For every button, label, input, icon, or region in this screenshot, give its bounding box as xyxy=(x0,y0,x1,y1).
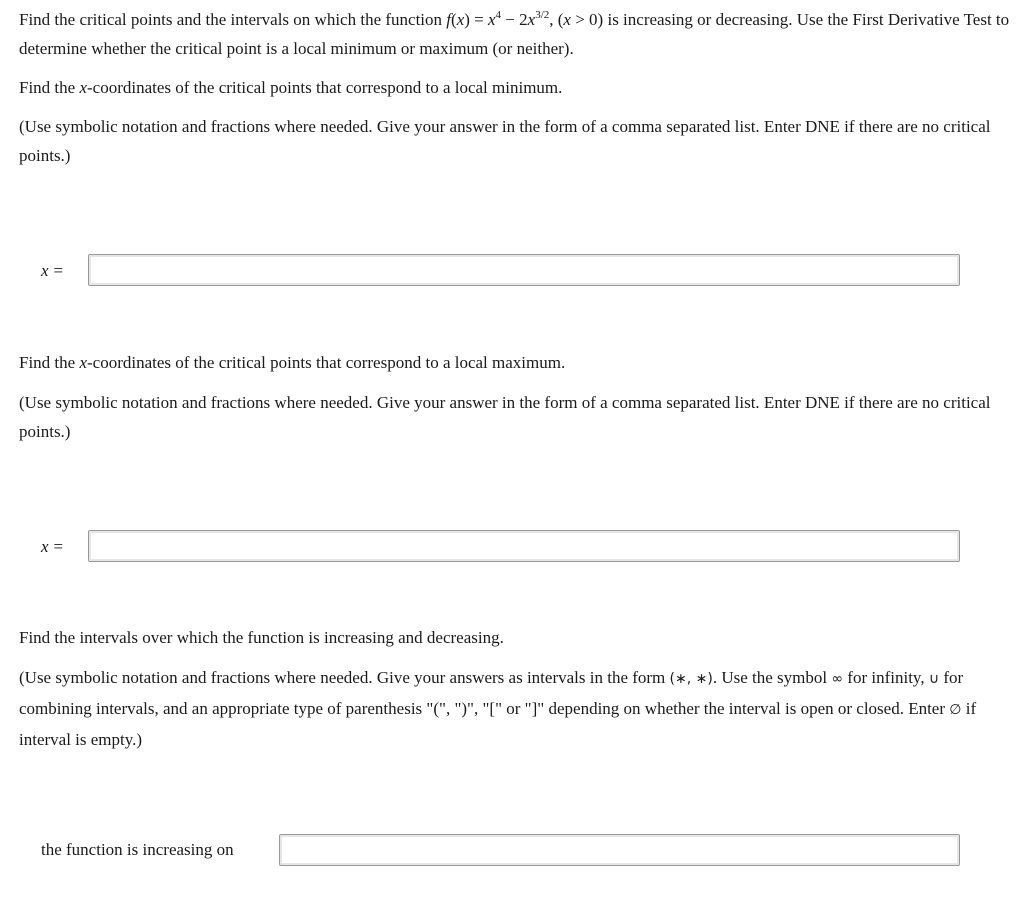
interval-form-notation: (∗, ∗) xyxy=(669,671,713,687)
term1-exponent: 4 xyxy=(495,9,502,21)
min-label-var: x xyxy=(41,261,49,280)
max-prompt xyxy=(19,348,1014,377)
min-prompt xyxy=(19,73,1014,102)
max-label-equals: = xyxy=(53,537,64,556)
domain-paren-open: ( xyxy=(557,10,564,29)
intervals-instr-3: for infinity, xyxy=(843,668,929,687)
max-answer-input[interactable] xyxy=(88,530,960,562)
max-answer-label xyxy=(41,537,63,557)
min-prompt-a: Find the xyxy=(19,78,80,97)
comma: , xyxy=(549,10,558,29)
increasing-label: the function is increasing on xyxy=(41,840,234,859)
intervals-instr-5: if interval is empty.) xyxy=(19,699,977,749)
function-name: f xyxy=(446,10,452,29)
term2-exponent: 3/2 xyxy=(535,9,550,21)
problem-intro-text-2: is increasing or decreasing. Use the First Derivative Test to determine whether the critical point is a local minimum or maximum (or neither). xyxy=(19,10,1010,58)
increasing-answer-input[interactable] xyxy=(279,834,960,866)
domain-variable: x xyxy=(563,10,571,29)
equals-sign: = xyxy=(469,10,488,29)
domain-condition: > 0) xyxy=(570,10,604,29)
min-answer-input[interactable] xyxy=(88,254,960,286)
min-label-equals: = xyxy=(53,261,64,280)
intervals-instr-1: (Use symbolic notation and fractions where needed. Give your answers as intervals in the form xyxy=(19,668,670,687)
min-prompt-var: x xyxy=(79,78,87,97)
term1-base: x xyxy=(488,10,496,29)
min-instructions: (Use symbolic notation and fractions where needed. Give your answer in the form of a comma separated list. Enter DNE if there are no critical points.) xyxy=(19,117,991,165)
intervals-instr-4: for combining intervals, and an appropriate type of parenthesis "(", ")", "[" or "]" depending on whether the interval is open or closed. Enter xyxy=(19,668,964,718)
problem-intro-text: Find the critical points and the intervals on which the function xyxy=(19,10,447,29)
function-variable: x xyxy=(456,10,465,29)
min-answer-label xyxy=(41,261,63,281)
max-label-var: x xyxy=(41,537,49,556)
paren-open: ( xyxy=(451,10,457,29)
paren-close: ) xyxy=(464,10,470,29)
max-instructions: (Use symbolic notation and fractions where needed. Give your answer in the form of a comma separated list. Enter DNE if there are no critical points.) xyxy=(19,393,991,441)
intervals-instructions xyxy=(19,663,1014,754)
max-prompt-var: x xyxy=(79,353,87,372)
min-prompt-b: -coordinates of the critical points that correspond to a local minimum. xyxy=(87,78,563,97)
infinity-symbol: ∞ xyxy=(831,671,844,687)
empty-set-symbol: ∅ xyxy=(949,702,962,718)
max-prompt-b: -coordinates of the critical points that correspond to a local maximum. xyxy=(87,353,566,372)
max-prompt-a: Find the xyxy=(19,353,80,372)
minus-coefficient: − 2 xyxy=(501,10,528,29)
union-symbol: ∪ xyxy=(928,671,940,687)
intervals-prompt: Find the intervals over which the function is increasing and decreasing. xyxy=(19,628,504,647)
problem-statement xyxy=(19,5,1014,63)
intervals-instr-2: . Use the symbol xyxy=(712,668,832,687)
term2-base: x xyxy=(527,10,536,29)
